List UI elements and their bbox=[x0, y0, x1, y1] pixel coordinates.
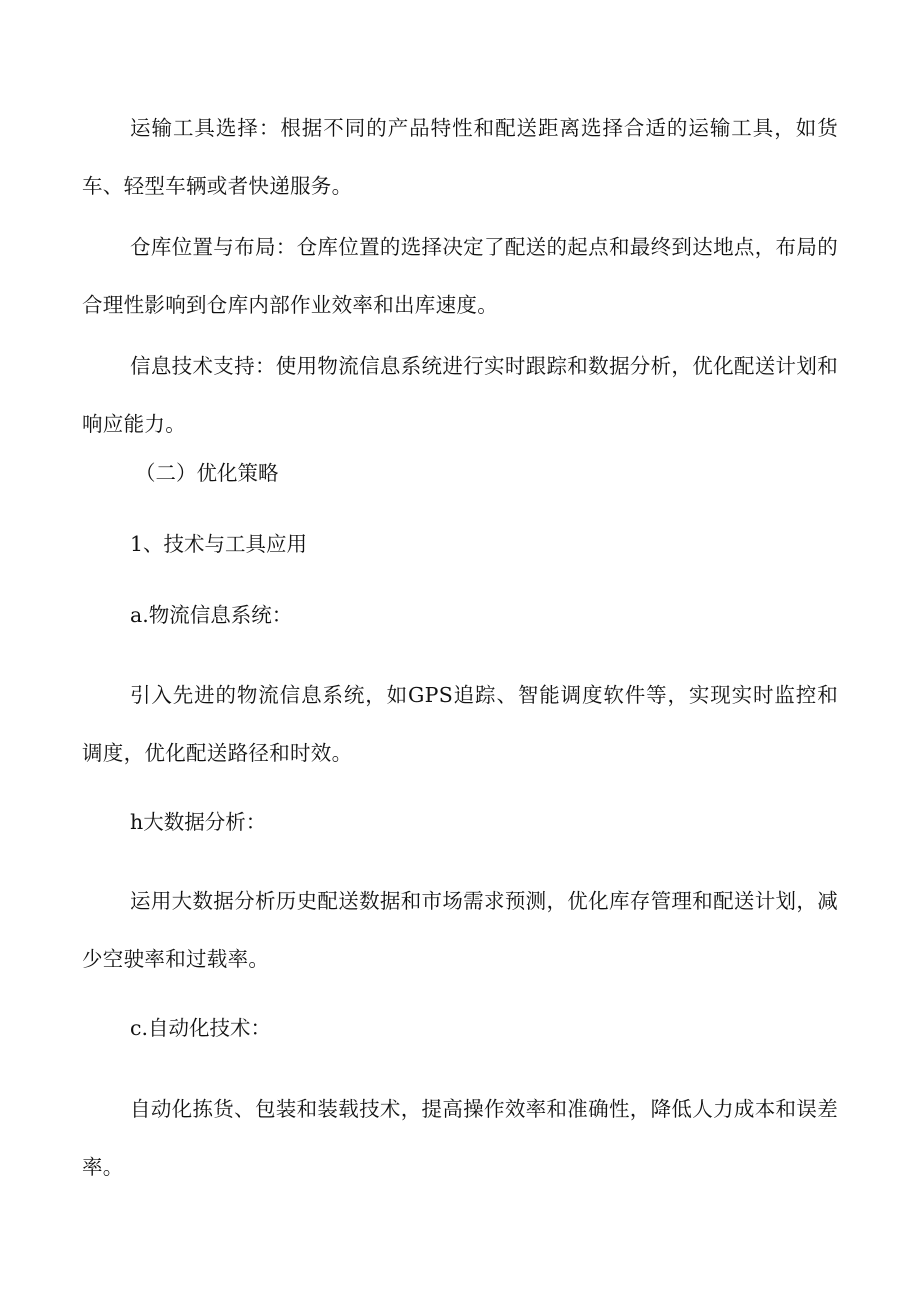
paragraph-logistics-system: 引入先进的物流信息系统，如GPS追踪、智能调度软件等，实现实时监控和调度，优化配送路径和时效。 bbox=[82, 683, 838, 765]
item-heading-tech-tools: 1、技术与工具应用 bbox=[130, 532, 308, 556]
section-heading-optimization: （二）优化策略 bbox=[135, 461, 279, 485]
sub-heading-automation: c.自动化技术： bbox=[130, 1016, 271, 1040]
paragraph-big-data: 运用大数据分析历史配送数据和市场需求预测，优化库存管理和配送计划，减少空驶率和过载率。 bbox=[82, 889, 838, 971]
paragraph-transport-tools: 运输工具选择：根据不同的产品特性和配送距离选择合适的运输工具，如货车、轻型车辆或者快递服务。 bbox=[82, 116, 838, 198]
sub-heading-logistics-system: a.物流信息系统： bbox=[130, 603, 293, 627]
paragraph-info-tech: 信息技术支持：使用物流信息系统进行实时跟踪和数据分析，优化配送计划和响应能力。 bbox=[82, 354, 838, 436]
paragraph-automation: 自动化拣货、包装和装载技术，提高操作效率和准确性，降低人力成本和误差率。 bbox=[82, 1097, 838, 1179]
paragraph-warehouse-layout: 仓库位置与布局：仓库位置的选择决定了配送的起点和最终到达地点，布局的合理性影响到仓库内部作业效率和出库速度。 bbox=[82, 235, 838, 317]
sub-heading-big-data: h大数据分析： bbox=[130, 810, 267, 834]
